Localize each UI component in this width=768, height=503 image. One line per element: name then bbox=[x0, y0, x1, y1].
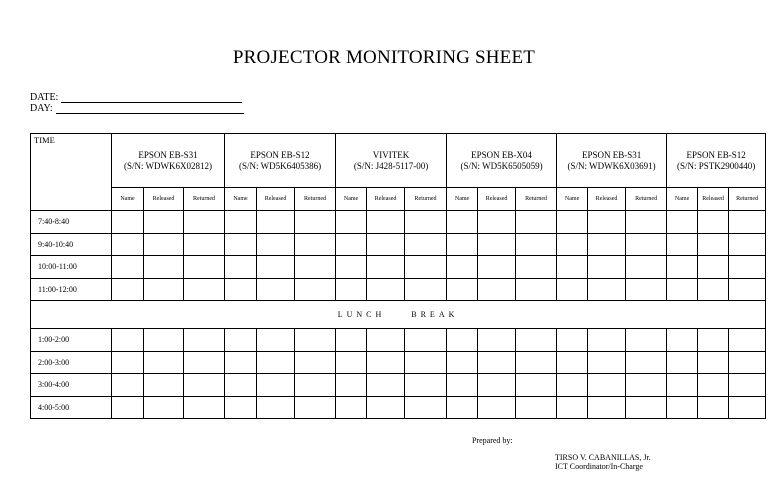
entry-cell[interactable] bbox=[447, 278, 478, 301]
time-slot-row bbox=[31, 396, 766, 419]
column-name-header: Name bbox=[667, 188, 698, 211]
entry-cell[interactable] bbox=[557, 374, 588, 397]
entry-cell[interactable] bbox=[144, 351, 184, 374]
entry-cell[interactable] bbox=[588, 233, 626, 256]
column-released-header: Released bbox=[478, 188, 516, 211]
entry-cell[interactable] bbox=[405, 351, 447, 374]
entry-cell[interactable] bbox=[698, 278, 729, 301]
entry-cell[interactable] bbox=[257, 256, 295, 279]
entry-cell[interactable] bbox=[516, 233, 557, 256]
column-returned-header: Returned bbox=[516, 188, 557, 211]
entry-cell[interactable] bbox=[698, 396, 729, 419]
entry-cell[interactable] bbox=[698, 329, 729, 352]
entry-cell[interactable] bbox=[367, 374, 405, 397]
entry-cell[interactable] bbox=[225, 351, 257, 374]
day-blank[interactable] bbox=[56, 104, 244, 114]
column-released-header: Released bbox=[257, 188, 295, 211]
time-slot-row bbox=[31, 351, 766, 374]
entry-cell[interactable] bbox=[447, 233, 478, 256]
entry-cell[interactable] bbox=[588, 256, 626, 279]
column-returned-header: Returned bbox=[295, 188, 336, 211]
entry-cell[interactable] bbox=[588, 351, 626, 374]
entry-cell[interactable] bbox=[184, 351, 225, 374]
entry-cell[interactable] bbox=[367, 396, 405, 419]
entry-cell[interactable] bbox=[588, 396, 626, 419]
entry-cell[interactable] bbox=[184, 329, 225, 352]
entry-cell[interactable] bbox=[667, 351, 698, 374]
entry-cell[interactable] bbox=[626, 374, 667, 397]
entry-cell[interactable] bbox=[447, 211, 478, 234]
date-line bbox=[30, 92, 242, 103]
entry-cell[interactable] bbox=[626, 278, 667, 301]
column-released-header: Released bbox=[588, 188, 626, 211]
entry-cell[interactable] bbox=[729, 233, 766, 256]
entry-cell[interactable] bbox=[405, 278, 447, 301]
entry-cell[interactable] bbox=[336, 233, 367, 256]
signatory-name: TIRSO V. CABANILLAS, Jr. bbox=[555, 453, 651, 462]
time-slot-label: 3:00-4:00 bbox=[31, 374, 112, 397]
entry-cell[interactable] bbox=[257, 233, 295, 256]
time-slot-label: 1:00-2:00 bbox=[31, 329, 112, 352]
entry-cell[interactable] bbox=[447, 351, 478, 374]
lunch-break-label: LUNCH BREAK bbox=[337, 310, 459, 319]
entry-cell[interactable] bbox=[478, 278, 516, 301]
projector-header bbox=[336, 134, 447, 188]
entry-cell[interactable] bbox=[729, 329, 766, 352]
entry-cell[interactable] bbox=[112, 233, 144, 256]
time-slot-row bbox=[31, 329, 766, 352]
signatory-block bbox=[555, 453, 651, 471]
projector-serial: (S/N: WDWK6X03691) bbox=[567, 160, 656, 171]
entry-cell[interactable] bbox=[729, 351, 766, 374]
entry-cell[interactable] bbox=[367, 256, 405, 279]
entry-cell[interactable] bbox=[557, 278, 588, 301]
entry-cell[interactable] bbox=[144, 396, 184, 419]
entry-cell[interactable] bbox=[112, 374, 144, 397]
column-name-header: Name bbox=[557, 188, 588, 211]
entry-cell[interactable] bbox=[447, 256, 478, 279]
entry-cell[interactable] bbox=[447, 329, 478, 352]
entry-cell[interactable] bbox=[478, 329, 516, 352]
entry-cell[interactable] bbox=[626, 396, 667, 419]
entry-cell[interactable] bbox=[144, 233, 184, 256]
column-released-header: Released bbox=[367, 188, 405, 211]
entry-cell[interactable] bbox=[257, 351, 295, 374]
entry-cell[interactable] bbox=[557, 256, 588, 279]
column-released-header: Released bbox=[144, 188, 184, 211]
time-slot-row bbox=[31, 211, 766, 234]
entry-cell[interactable] bbox=[184, 233, 225, 256]
time-slot-label: 2:00-3:00 bbox=[31, 351, 112, 374]
entry-cell[interactable] bbox=[367, 278, 405, 301]
entry-cell[interactable] bbox=[557, 329, 588, 352]
entry-cell[interactable] bbox=[144, 329, 184, 352]
entry-cell[interactable] bbox=[588, 374, 626, 397]
entry-cell[interactable] bbox=[225, 233, 257, 256]
day-line bbox=[30, 103, 244, 114]
projector-serial: (S/N: PSTK2900440) bbox=[676, 160, 756, 171]
entry-cell[interactable] bbox=[667, 374, 698, 397]
entry-cell[interactable] bbox=[336, 278, 367, 301]
entry-cell[interactable] bbox=[295, 233, 336, 256]
entry-cell[interactable] bbox=[367, 211, 405, 234]
prepared-by-label: Prepared by: bbox=[472, 436, 513, 445]
entry-cell[interactable] bbox=[336, 256, 367, 279]
entry-cell[interactable] bbox=[336, 396, 367, 419]
entry-cell[interactable] bbox=[557, 351, 588, 374]
entry-cell[interactable] bbox=[225, 278, 257, 301]
entry-cell[interactable] bbox=[478, 374, 516, 397]
entry-cell[interactable] bbox=[729, 211, 766, 234]
entry-cell[interactable] bbox=[405, 211, 447, 234]
entry-cell[interactable] bbox=[698, 256, 729, 279]
entry-cell[interactable] bbox=[698, 351, 729, 374]
entry-cell[interactable] bbox=[626, 329, 667, 352]
entry-cell[interactable] bbox=[367, 351, 405, 374]
entry-cell[interactable] bbox=[225, 396, 257, 419]
entry-cell[interactable] bbox=[257, 396, 295, 419]
page-title: PROJECTOR MONITORING SHEET bbox=[232, 47, 536, 68]
time-slot-row bbox=[31, 374, 766, 397]
projector-model: EPSON EB-S12 bbox=[686, 149, 746, 160]
lunch-break-row bbox=[31, 301, 766, 329]
entry-cell[interactable] bbox=[184, 374, 225, 397]
entry-cell[interactable] bbox=[405, 256, 447, 279]
column-released-header: Released bbox=[698, 188, 729, 211]
entry-cell[interactable] bbox=[667, 256, 698, 279]
column-returned-header: Returned bbox=[405, 188, 447, 211]
entry-cell[interactable] bbox=[667, 329, 698, 352]
entry-cell[interactable] bbox=[144, 256, 184, 279]
entry-cell[interactable] bbox=[225, 256, 257, 279]
entry-cell[interactable] bbox=[184, 256, 225, 279]
projector-header bbox=[225, 134, 336, 188]
entry-cell[interactable] bbox=[112, 329, 144, 352]
entry-cell[interactable] bbox=[478, 396, 516, 419]
projector-model: EPSON EB-S31 bbox=[138, 149, 198, 160]
entry-cell[interactable] bbox=[516, 278, 557, 301]
entry-cell[interactable] bbox=[405, 374, 447, 397]
entry-cell[interactable] bbox=[225, 211, 257, 234]
entry-cell[interactable] bbox=[729, 396, 766, 419]
projector-header bbox=[447, 134, 557, 188]
entry-cell[interactable] bbox=[257, 329, 295, 352]
entry-cell[interactable] bbox=[667, 396, 698, 419]
entry-cell[interactable] bbox=[295, 374, 336, 397]
entry-cell[interactable] bbox=[184, 396, 225, 419]
entry-cell[interactable] bbox=[295, 256, 336, 279]
column-returned-header: Returned bbox=[729, 188, 766, 211]
entry-cell[interactable] bbox=[336, 329, 367, 352]
entry-cell[interactable] bbox=[112, 211, 144, 234]
entry-cell[interactable] bbox=[225, 329, 257, 352]
entry-cell[interactable] bbox=[405, 233, 447, 256]
signatory-position: ICT Coordinator/In-Charge bbox=[555, 462, 643, 471]
entry-cell[interactable] bbox=[516, 351, 557, 374]
entry-cell[interactable] bbox=[626, 351, 667, 374]
entry-cell[interactable] bbox=[588, 278, 626, 301]
entry-cell[interactable] bbox=[112, 256, 144, 279]
entry-cell[interactable] bbox=[698, 211, 729, 234]
entry-cell[interactable] bbox=[257, 211, 295, 234]
entry-cell[interactable] bbox=[184, 211, 225, 234]
time-slot-row bbox=[31, 233, 766, 256]
entry-cell[interactable] bbox=[516, 396, 557, 419]
entry-cell[interactable] bbox=[516, 256, 557, 279]
entry-cell[interactable] bbox=[478, 211, 516, 234]
entry-cell[interactable] bbox=[478, 233, 516, 256]
day-label: DAY: bbox=[30, 103, 53, 114]
entry-cell[interactable] bbox=[295, 351, 336, 374]
entry-cell[interactable] bbox=[295, 278, 336, 301]
entry-cell[interactable] bbox=[478, 256, 516, 279]
column-returned-header: Returned bbox=[626, 188, 667, 211]
entry-cell[interactable] bbox=[667, 211, 698, 234]
entry-cell[interactable] bbox=[405, 329, 447, 352]
column-name-header: Name bbox=[225, 188, 257, 211]
time-slot-row bbox=[31, 278, 766, 301]
projector-header bbox=[112, 134, 225, 188]
column-name-header: Name bbox=[112, 188, 144, 211]
entry-cell[interactable] bbox=[112, 396, 144, 419]
time-slot-label: 7:40-8:40 bbox=[31, 211, 112, 234]
entry-cell[interactable] bbox=[112, 278, 144, 301]
entry-cell[interactable] bbox=[447, 396, 478, 419]
entry-cell[interactable] bbox=[144, 278, 184, 301]
time-slot-label: 9:40-10:40 bbox=[31, 233, 112, 256]
time-slot-label: 10:00-11:00 bbox=[31, 256, 112, 279]
entry-cell[interactable] bbox=[516, 329, 557, 352]
time-header: TIME bbox=[31, 134, 112, 211]
projector-serial: (S/N: J428-5117-00) bbox=[353, 160, 429, 171]
entry-cell[interactable] bbox=[667, 233, 698, 256]
projector-header bbox=[667, 134, 766, 188]
entry-cell[interactable] bbox=[144, 211, 184, 234]
entry-cell[interactable] bbox=[112, 351, 144, 374]
column-name-header: Name bbox=[447, 188, 478, 211]
entry-cell[interactable] bbox=[516, 374, 557, 397]
entry-cell[interactable] bbox=[557, 211, 588, 234]
entry-cell[interactable] bbox=[257, 278, 295, 301]
entry-cell[interactable] bbox=[184, 278, 225, 301]
entry-cell[interactable] bbox=[698, 374, 729, 397]
time-slot-row bbox=[31, 256, 766, 279]
date-label: DATE: bbox=[30, 92, 59, 103]
date-blank[interactable] bbox=[61, 93, 242, 103]
entry-cell[interactable] bbox=[225, 374, 257, 397]
column-name-header: Name bbox=[336, 188, 367, 211]
projector-model: VIVITEK bbox=[372, 149, 410, 160]
entry-cell[interactable] bbox=[336, 374, 367, 397]
entry-cell[interactable] bbox=[516, 211, 557, 234]
time-slot-label: 11:00-12:00 bbox=[31, 278, 112, 301]
projector-model: EPSON EB-S12 bbox=[250, 149, 310, 160]
entry-cell[interactable] bbox=[295, 211, 336, 234]
entry-cell[interactable] bbox=[257, 374, 295, 397]
entry-cell[interactable] bbox=[336, 351, 367, 374]
projector-model: EPSON EB-X04 bbox=[471, 149, 532, 160]
entry-cell[interactable] bbox=[478, 351, 516, 374]
time-slot-label: 4:00-5:00 bbox=[31, 396, 112, 419]
entry-cell[interactable] bbox=[336, 211, 367, 234]
entry-cell[interactable] bbox=[557, 233, 588, 256]
entry-cell[interactable] bbox=[667, 278, 698, 301]
entry-cell[interactable] bbox=[626, 211, 667, 234]
entry-cell[interactable] bbox=[144, 374, 184, 397]
lunch-break-cell bbox=[31, 301, 766, 329]
entry-cell[interactable] bbox=[698, 233, 729, 256]
entry-cell[interactable] bbox=[588, 329, 626, 352]
entry-cell[interactable] bbox=[626, 256, 667, 279]
entry-cell[interactable] bbox=[367, 233, 405, 256]
entry-cell[interactable] bbox=[557, 396, 588, 419]
projector-serial: (S/N: WD5K6405386) bbox=[238, 160, 322, 171]
entry-cell[interactable] bbox=[367, 329, 405, 352]
monitoring-table bbox=[30, 133, 766, 419]
projector-serial: (S/N: WD5K6505059) bbox=[460, 160, 543, 171]
entry-cell[interactable] bbox=[447, 374, 478, 397]
entry-cell[interactable] bbox=[405, 396, 447, 419]
projector-header bbox=[557, 134, 667, 188]
column-returned-header: Returned bbox=[184, 188, 225, 211]
entry-cell[interactable] bbox=[729, 374, 766, 397]
entry-cell[interactable] bbox=[626, 233, 667, 256]
entry-cell[interactable] bbox=[729, 278, 766, 301]
projector-model: EPSON EB-S31 bbox=[581, 149, 642, 160]
entry-cell[interactable] bbox=[588, 211, 626, 234]
entry-cell[interactable] bbox=[729, 256, 766, 279]
projector-serial: (S/N: WDWK6X02812) bbox=[123, 160, 213, 171]
entry-cell[interactable] bbox=[295, 329, 336, 352]
entry-cell[interactable] bbox=[295, 396, 336, 419]
